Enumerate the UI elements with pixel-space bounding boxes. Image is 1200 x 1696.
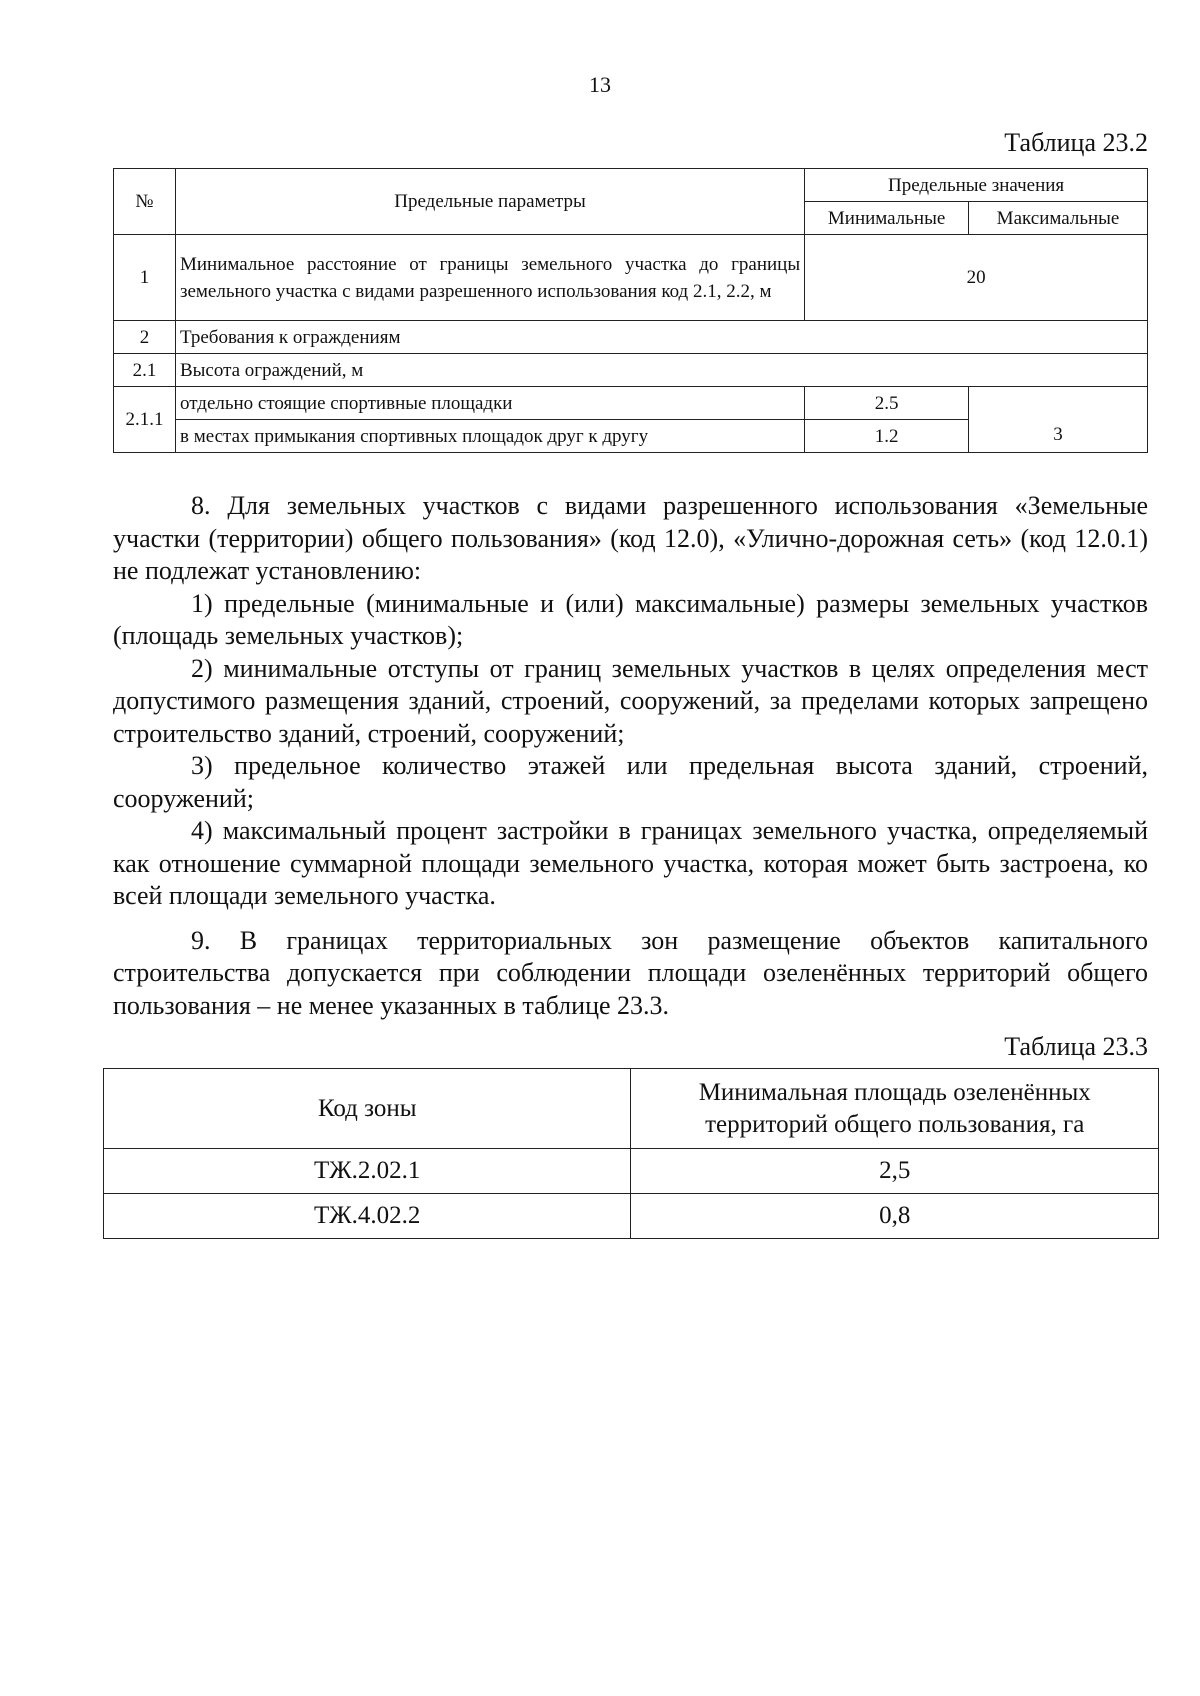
row-2-1-1b-min: 1.2 <box>805 420 969 453</box>
header-min: Минимальные <box>805 202 969 235</box>
row-2-1-1b-text: в местах примыкания спортивных площадок друг к другу <box>175 420 804 453</box>
green-area-table <box>103 1068 1159 1239</box>
row-2-text: Требования к ограждениям <box>175 321 1147 354</box>
paragraph-8-item-3: 3) предельное количество этажей или предельная высота зданий, строений, сооружений; <box>113 751 1148 813</box>
zone-area-1: 2,5 <box>631 1149 1159 1194</box>
zone-code-1: ТЖ.2.02.1 <box>104 1149 631 1194</box>
zone-area-2: 0,8 <box>631 1194 1159 1239</box>
header-values: Предельные значения <box>805 169 1148 202</box>
paragraph-9: 9. В границах территориальных зон размещение объектов капитального строительства допускается при соблюдении площади озеленённых территорий общего пользования – не менее указанных в таблице 23.3. <box>113 925 1148 1020</box>
row-1-value: 20 <box>805 235 1148 321</box>
body-text <box>113 490 1148 1022</box>
paragraph-8: 8. Для земельных участков с видами разрешенного использования «Земельные участки (территории) общего пользования» (код 12.0), «Улично-дорожная сеть» (код 12.0.1) не подлежат установлению: <box>113 491 1148 585</box>
row-2-number: 2 <box>114 321 176 354</box>
header-max: Максимальные <box>969 202 1148 235</box>
row-2-1-1-max: 3 <box>969 387 1148 453</box>
header-number: № <box>114 169 176 235</box>
limits-table <box>113 168 1148 453</box>
row-2-1-number: 2.1 <box>114 354 176 387</box>
row-2-1-1-text: отдельно стоящие спортивные площадки <box>175 387 804 420</box>
table-23-3-caption: Таблица 23.3 <box>1004 1032 1148 1061</box>
row-2-1-1-min: 2.5 <box>805 387 969 420</box>
page-number: 13 <box>589 72 611 97</box>
table-23-2-caption: Таблица 23.2 <box>1004 128 1148 157</box>
row-1-text: Минимальное расстояние от границы земельного участка до границы земельного участка с видами разрешенного использования код 2.1, 2.2, м <box>175 235 804 321</box>
row-1-number: 1 <box>114 235 176 321</box>
header-zone-code: Код зоны <box>104 1069 631 1149</box>
paragraph-8-item-1: 1) предельные (минимальные и (или) максимальные) размеры земельных участков (площадь земельных участков); <box>113 588 1148 650</box>
header-params: Предельные параметры <box>175 169 804 235</box>
header-min-area: Минимальная площадь озеленённых территорий общего пользования, га <box>631 1069 1159 1149</box>
row-2-1-1-number: 2.1.1 <box>114 387 176 453</box>
row-2-1-text: Высота ограждений, м <box>175 354 1147 387</box>
paragraph-8-item-2: 2) минимальные отступы от границ земельных участков в целях определения мест допустимого размещения зданий, строений, сооружений, за пределами которых запрещено строительство зданий, строений, сооружений; <box>113 653 1148 748</box>
zone-code-2: ТЖ.4.02.2 <box>104 1194 631 1239</box>
paragraph-8-item-4: 4) максимальный процент застройки в границах земельного участка, определяемый как отношение суммарной площади земельного участка, которая может быть застроена, ко всей площади земельного участка. <box>113 816 1148 910</box>
